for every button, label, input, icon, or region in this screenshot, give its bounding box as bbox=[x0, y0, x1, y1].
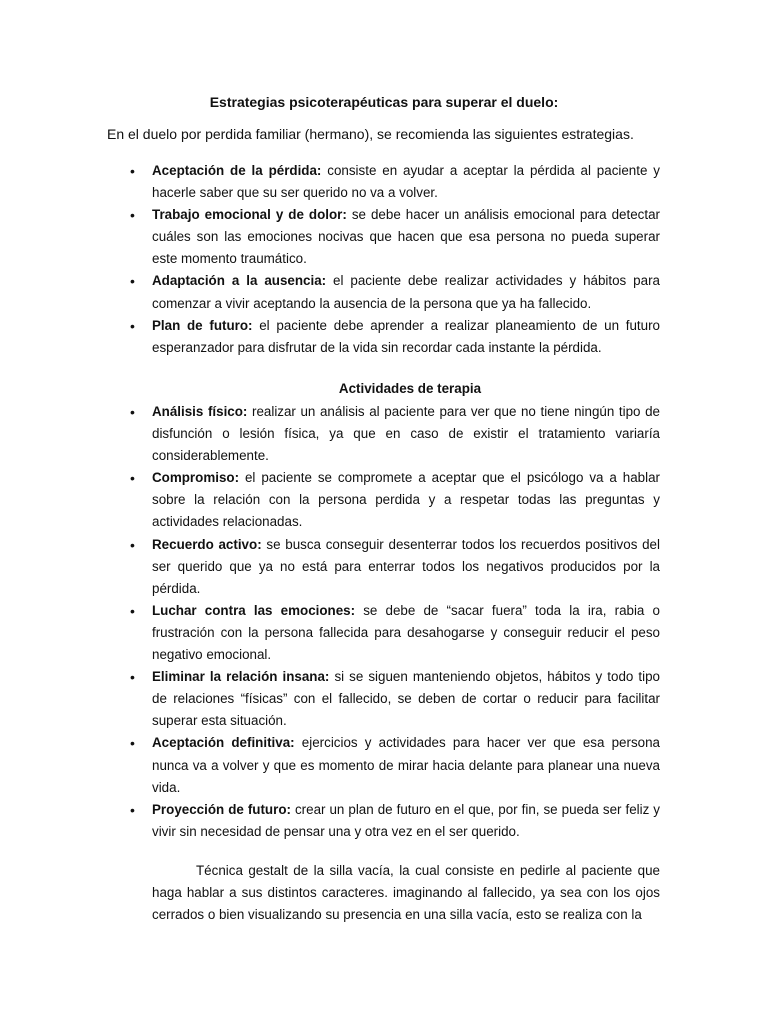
item-text: el paciente se compromete a aceptar que el psicólogo va a hablar sobre la relación con la persona perdida y a respetar todas las preguntas y actividades relacionadas. bbox=[152, 470, 660, 530]
bullet-icon: • bbox=[130, 735, 135, 752]
item-text: se debe hacer un análisis emocional para detectar cuáles son las emociones nocivas que hacen que esa persona no pueda superar este momento traumático. bbox=[152, 207, 660, 267]
item-text: realizar un análisis al paciente para ver que no tiene ningún tipo de disfunción o lesión física, ya que en caso de existir el tratamiento variaría considerablemente. bbox=[152, 404, 660, 464]
bullet-icon: • bbox=[130, 207, 135, 224]
bullet-icon: • bbox=[130, 404, 135, 420]
list-item bbox=[130, 270, 660, 314]
bullet-icon: • bbox=[130, 536, 135, 553]
item-text: crear un plan de futuro en el que, por fin, se pueda ser feliz y vivir sin necesidad de pensar una y otra vez en el ser querido. bbox=[152, 801, 661, 839]
activities-list bbox=[130, 401, 661, 843]
bullet-icon: • bbox=[130, 801, 135, 818]
item-term: Compromiso: bbox=[152, 470, 240, 486]
item-term: Proyección de futuro: bbox=[152, 801, 291, 817]
bullet-icon: • bbox=[130, 273, 135, 290]
closing-paragraph: Técnica gestalt de la silla vacía, la cual consiste en pedirle al paciente que haga hablar a sus distintos caracteres. imaginando al fallecido, ya sea con los ojos cerrados o bien visualizando su presencia en una silla vacía, esto se realiza con la bbox=[152, 863, 660, 923]
item-text: ejercicios y actividades para hacer ver que esa persona nunca va a volver y que es momento de mirar hacia delante para planear una nueva vida. bbox=[152, 735, 660, 795]
item-text: el paciente debe realizar actividades y hábitos para comenzar a vivir aceptando la ausencia de la persona que ya ha fallecido. bbox=[152, 273, 660, 311]
item-text: se busca conseguir desenterrar todos los recuerdos positivos del ser querido que ya no está para enterrar todos los negativos producidos por la pérdida. bbox=[152, 536, 660, 596]
item-term: Adaptación a la ausencia: bbox=[152, 273, 327, 289]
item-term: Eliminar la relación insana: bbox=[152, 669, 330, 685]
list-item bbox=[130, 467, 660, 533]
item-term: Análisis físico: bbox=[152, 404, 248, 419]
item-text: consiste en ayudar a aceptar la pérdida al paciente y hacerle saber que su ser querido no va a volver. bbox=[152, 163, 660, 201]
document-title: Estrategias psicoterapéuticas para superar el duelo: bbox=[209, 94, 559, 110]
item-term: Luchar contra las emociones: bbox=[152, 602, 356, 618]
list-item bbox=[130, 204, 660, 270]
section-heading: Actividades de terapia bbox=[338, 381, 482, 396]
item-text: se debe de “sacar fuera” toda la ira, rabia o frustración con la persona fallecida para desahogarse y conseguir reducir el peso negativo emocional. bbox=[152, 602, 660, 663]
bullet-icon: • bbox=[130, 163, 135, 179]
list-item bbox=[130, 799, 661, 843]
list-item bbox=[130, 315, 660, 359]
item-term: Aceptación de la pérdida: bbox=[152, 163, 322, 178]
bullet-icon: • bbox=[130, 669, 135, 686]
list-item bbox=[130, 666, 660, 732]
list-item bbox=[130, 732, 660, 798]
list-item bbox=[130, 160, 660, 204]
list-item bbox=[130, 600, 660, 666]
intro-paragraph: En el duelo por perdida familiar (hermano), se recomienda las siguientes estrategias. bbox=[107, 126, 634, 142]
list-item bbox=[130, 401, 660, 467]
bullet-icon: • bbox=[130, 602, 135, 619]
item-text: el paciente debe aprender a realizar planeamiento de un futuro esperanzador para disfrutar de la vida sin recordar cada instante la pérdida. bbox=[152, 317, 660, 355]
item-term: Recuerdo activo: bbox=[152, 536, 262, 552]
item-text: si se siguen manteniendo objetos, hábitos y todo tipo de relaciones “físicas” con el fallecido, se deben de cortar o reducir para facilitar superar esta situación. bbox=[152, 669, 660, 729]
item-term: Plan de futuro: bbox=[152, 317, 253, 333]
item-term: Trabajo emocional y de dolor: bbox=[152, 207, 347, 223]
strategies-list bbox=[130, 160, 660, 359]
bullet-icon: • bbox=[130, 317, 135, 334]
bullet-icon: • bbox=[130, 470, 135, 487]
item-term: Aceptación definitiva: bbox=[152, 735, 295, 751]
list-item bbox=[130, 534, 660, 600]
